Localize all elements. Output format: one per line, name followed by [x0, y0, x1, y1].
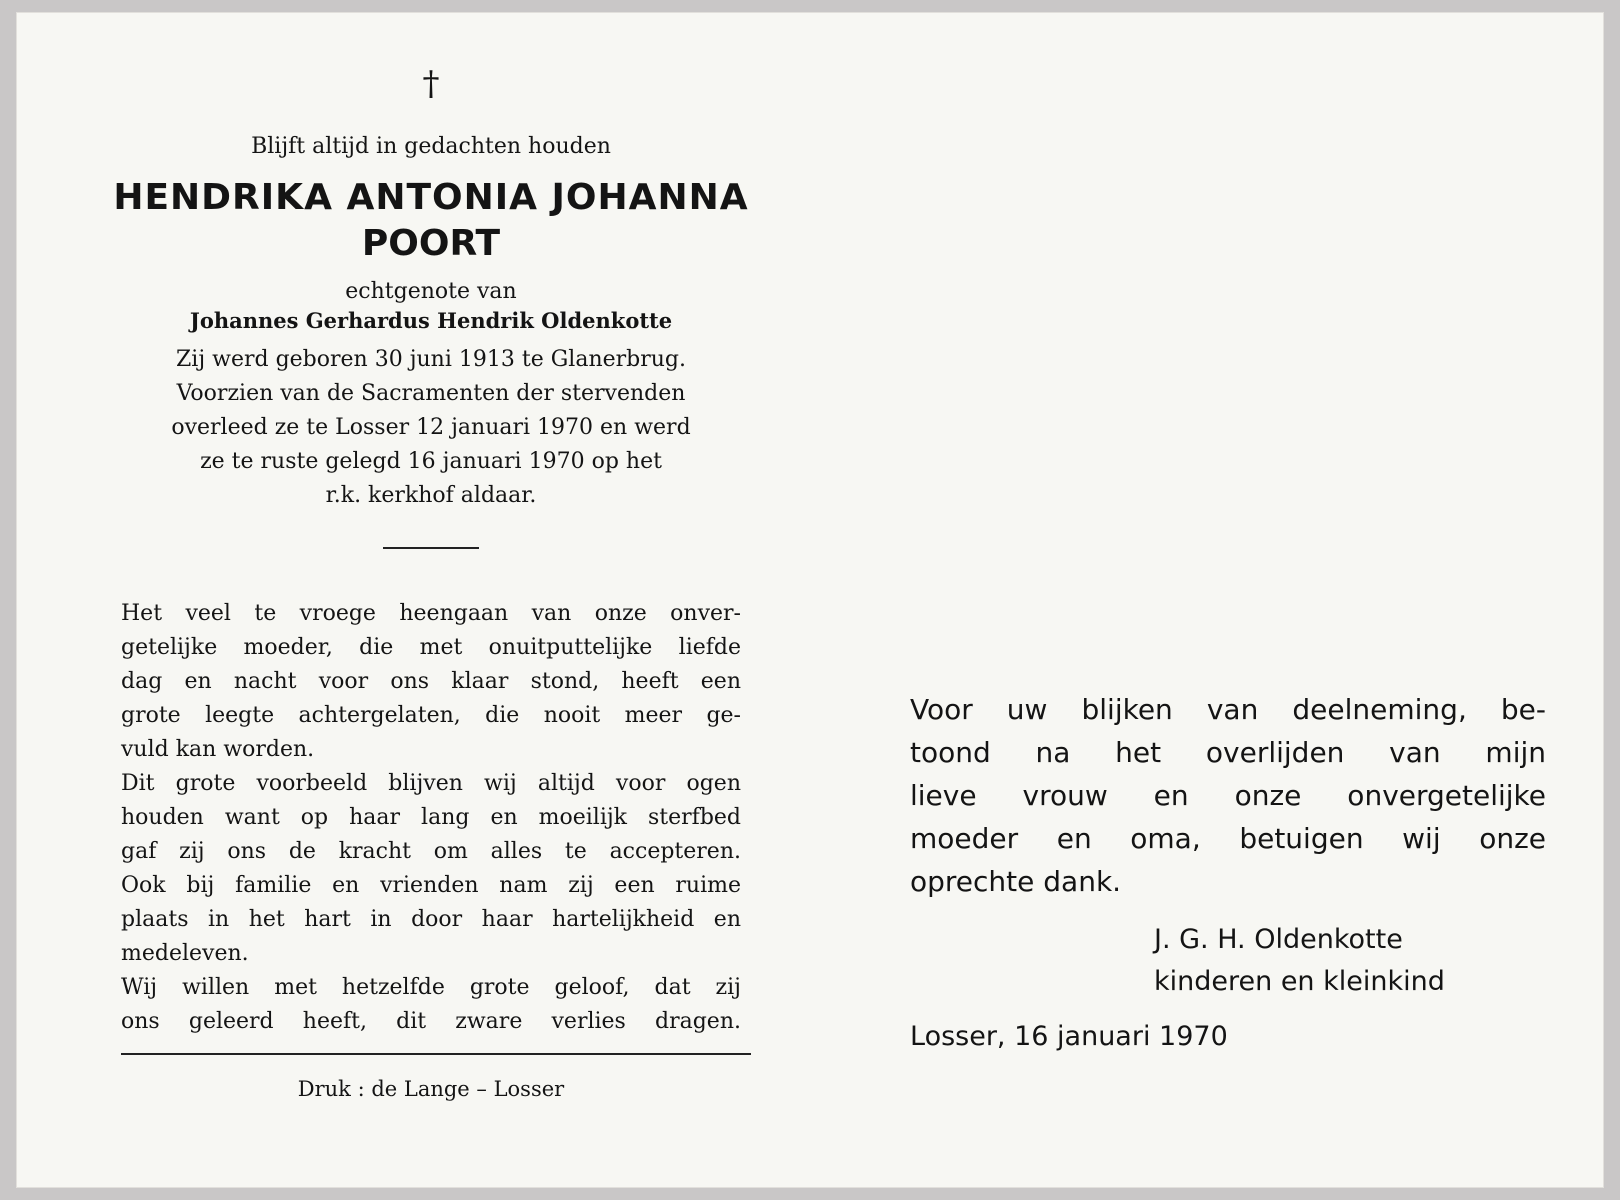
long-divider [121, 1053, 751, 1055]
tribute-line: Het veel te vroege heengaan van onze onver- [121, 601, 741, 626]
spouse-label: echtgenote van [345, 279, 517, 304]
fact-line: ze te ruste gelegd 16 januari 1970 op het [200, 449, 662, 474]
cross-icon: † [422, 64, 440, 104]
printer-credit: Druk : de Lange – Losser [297, 1077, 565, 1101]
tribute-line: gaf zij ons de kracht om alles te accepteren. [121, 839, 741, 864]
fact-line: Voorzien van de Sacramenten der stervenden [176, 381, 686, 406]
thanks-line: oprechte dank. [910, 865, 1122, 898]
tribute-line: dag en nacht voor ons klaar stond, heeft een [121, 669, 741, 694]
thanks-line: Voor uw blijken van deelneming, be- [910, 693, 1546, 726]
tribute-line: ons geleerd heeft, dit zware verlies dragen. [121, 1009, 741, 1034]
tribute-line: vuld kan worden. [121, 737, 315, 762]
thanks-line: lieve vrouw en onze onvergetelijke [910, 779, 1546, 812]
signature [1154, 919, 1546, 1003]
right-panel [910, 688, 1546, 1052]
fact-line: r.k. kerkhof aldaar. [325, 483, 537, 508]
tribute-line: getelijke moeder, die met onuitputtelijke liefde [121, 635, 741, 660]
fact-line: overleed ze te Losser 12 januari 1970 en werd [171, 415, 691, 440]
thank-you-text [910, 688, 1546, 903]
life-facts [111, 343, 751, 513]
memorial-card [16, 12, 1604, 1188]
tribute-line: grote leegte achtergelaten, die nooit meer ge- [121, 703, 741, 728]
tribute-line: Ook bij familie en vrienden nam zij een ruime [121, 873, 741, 898]
tribute-line: houden want op haar lang en moeilijk sterfbed [121, 805, 741, 830]
tribute-line: medeleven. [121, 941, 249, 966]
tribute-line: Wij willen met hetzelfde grote geloof, dat zij [121, 975, 741, 1000]
deceased-name-line1: HENDRIKA ANTONIA JOHANNA [113, 177, 749, 218]
intro-text: Blijft altijd in gedachten houden [251, 134, 611, 159]
fact-line: Zij werd geboren 30 juni 1913 te Glanerbrug. [176, 347, 686, 372]
spouse-name: Johannes Gerhardus Hendrik Oldenkotte [189, 308, 673, 333]
left-panel [111, 52, 751, 1101]
tribute-line: Dit grote voorbeeld blijven wij altijd voor ogen [121, 771, 741, 796]
tribute-text [111, 597, 751, 1039]
deceased-name-line2: POORT [361, 223, 501, 264]
thanks-line: toond na het overlijden van mijn [910, 736, 1546, 769]
place-date: Losser, 16 januari 1970 [910, 1021, 1228, 1052]
tribute-line: plaats in het hart in door haar hartelijkheid en [121, 907, 741, 932]
short-divider [383, 547, 479, 549]
thanks-line: moeder en oma, betuigen wij onze [910, 822, 1546, 855]
signature-name: J. G. H. Oldenkotte [1154, 924, 1403, 955]
signature-family: kinderen en kleinkind [1154, 966, 1445, 997]
